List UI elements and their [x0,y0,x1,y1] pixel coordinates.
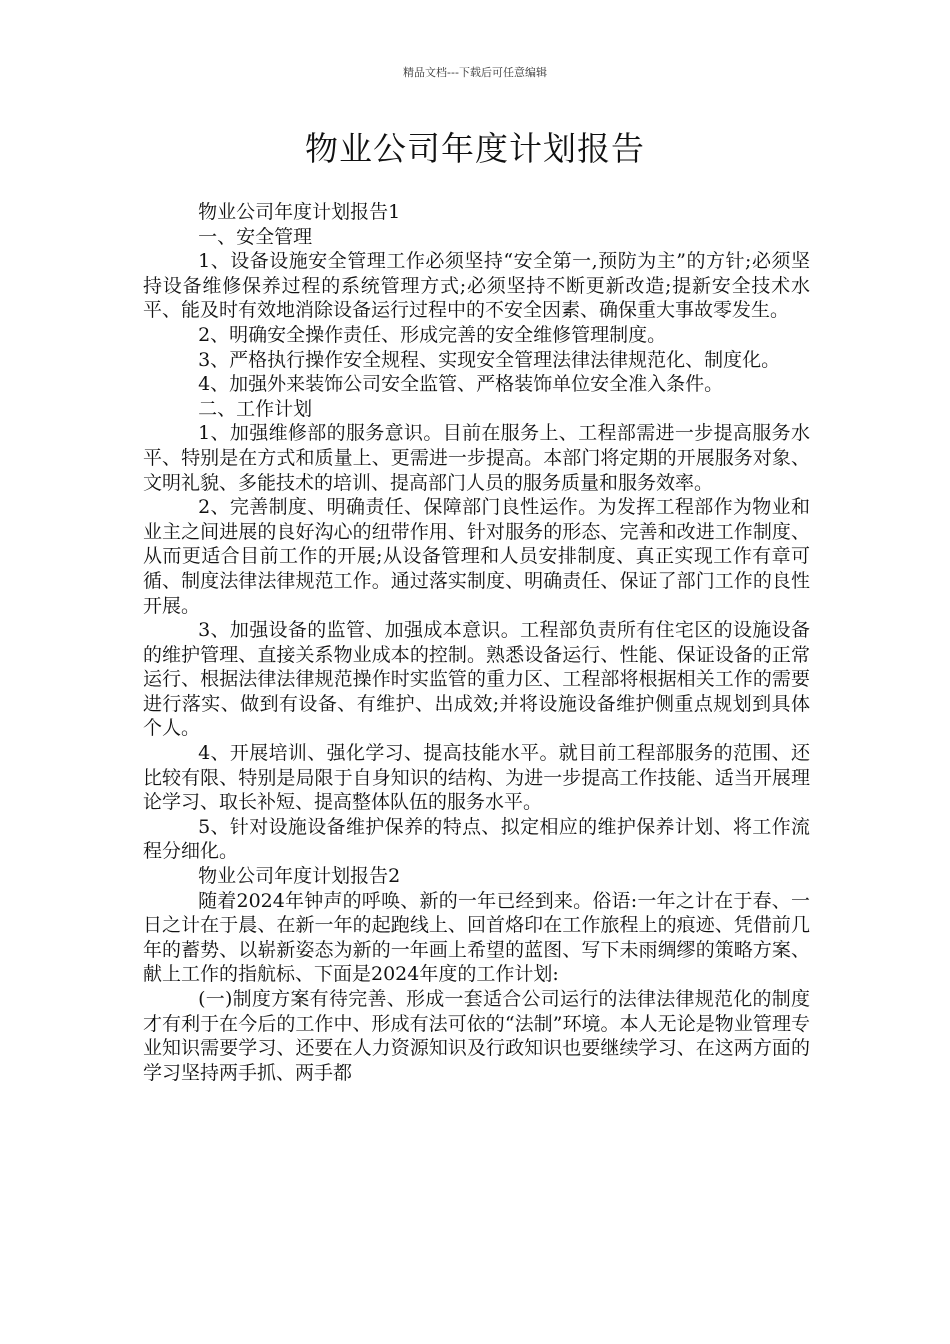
paragraph: 4、加强外来装饰公司安全监管、严格装饰单位安全准入条件。 [198,373,724,396]
section-heading-safety: 一、安全管理 [198,225,313,248]
paragraph: 2、明确安全操作责任、形成完善的安全维修管理制度。 [198,323,667,346]
paragraph: 1、加强维修部的服务意识。目前在服务上、工程部需进一步提高服务水平、特别是在方式和质量上、更需进一步提高。本部门将定期的开展服务对象、文明礼貌、多能技术的培训、提高部门人员的服务质量和服务效率。 [143,422,810,494]
paragraph: 5、针对设施设备维护保养的特点、拟定相应的维护保养计划、将工作流程分细化。 [143,815,810,863]
paragraph: 3、加强设备的监管、加强成本意识。工程部负责所有住宅区的设施设备的维护管理、直接关系物业成本的控制。熟悉设备运行、性能、保证设备的正常运行、根据法律法律规范操作时实监管的重力区、工程部将根据相关工作的需要进行落实、做到有设备、有维护、出成效;并将设施设备维护侧重点规划到具体个人。 [143,619,810,740]
document-title: 物业公司年度计划报告 [305,129,645,168]
document-body [143,200,810,1085]
paragraph: (一)制度方案有待完善、形成一套适合公司运行的法律法律规范化的制度才有利于在今后的工作中、形成有法可依的“法制”环境。本人无论是物业管理专业知识需要学习、还要在人力资源知识及行政知识也要继续学习、在这两方面的学习坚持两手抓、两手都 [143,988,810,1084]
paragraph-report-1-heading: 物业公司年度计划报告1 [198,201,401,223]
paragraph: 4、开展培训、强化学习、提高技能水平。就目前工程部服务的范围、还比较有限、特别是局限于自身知识的结构、为进一步提高工作技能、适当开展理论学习、取长补短、提高整体队伍的服务水平。 [143,742,810,814]
page-header-note: 精品文档---下载后可任意编辑 [403,66,547,79]
paragraph: 随着2024年钟声的呼唤、新的一年已经到来。俗语:一年之计在于春、一日之计在于晨、在新一年的起跑线上、回首烙印在工作旅程上的痕迹、凭借前几年的蓄势、以崭新姿态为新的一年画上希望的蓝图、写下未雨绸缪的策略方案、献上工作的指航标、下面是2024年度的工作计划: [143,889,810,986]
section-heading-work-plan: 二、工作计划 [198,397,313,420]
paragraph-report-2-heading: 物业公司年度计划报告2 [198,865,401,888]
paragraph: 3、严格执行操作安全规程、实现安全管理法律法律规范化、制度化。 [198,348,781,371]
paragraph: 1、设备设施安全管理工作必须坚持“安全第一,预防为主”的方针;必须坚持设备维修保养过程的系统管理方式;必须坚持不断更新改造;提新安全技术水平、能及时有效地消除设备运行过程中的不安全因素、确保重大事故零发生。 [143,250,810,322]
paragraph: 2、完善制度、明确责任、保障部门良性运作。为发挥工程部作为物业和业主之间进展的良好沟心的纽带作用、针对服务的形态、完善和改进工作制度、从而更适合目前工作的开展;从设备管理和人员安排制度、真正实现工作有章可循、制度法律法律规范工作。通过落实制度、明确责任、保证了部门工作的良性开展。 [143,496,810,617]
